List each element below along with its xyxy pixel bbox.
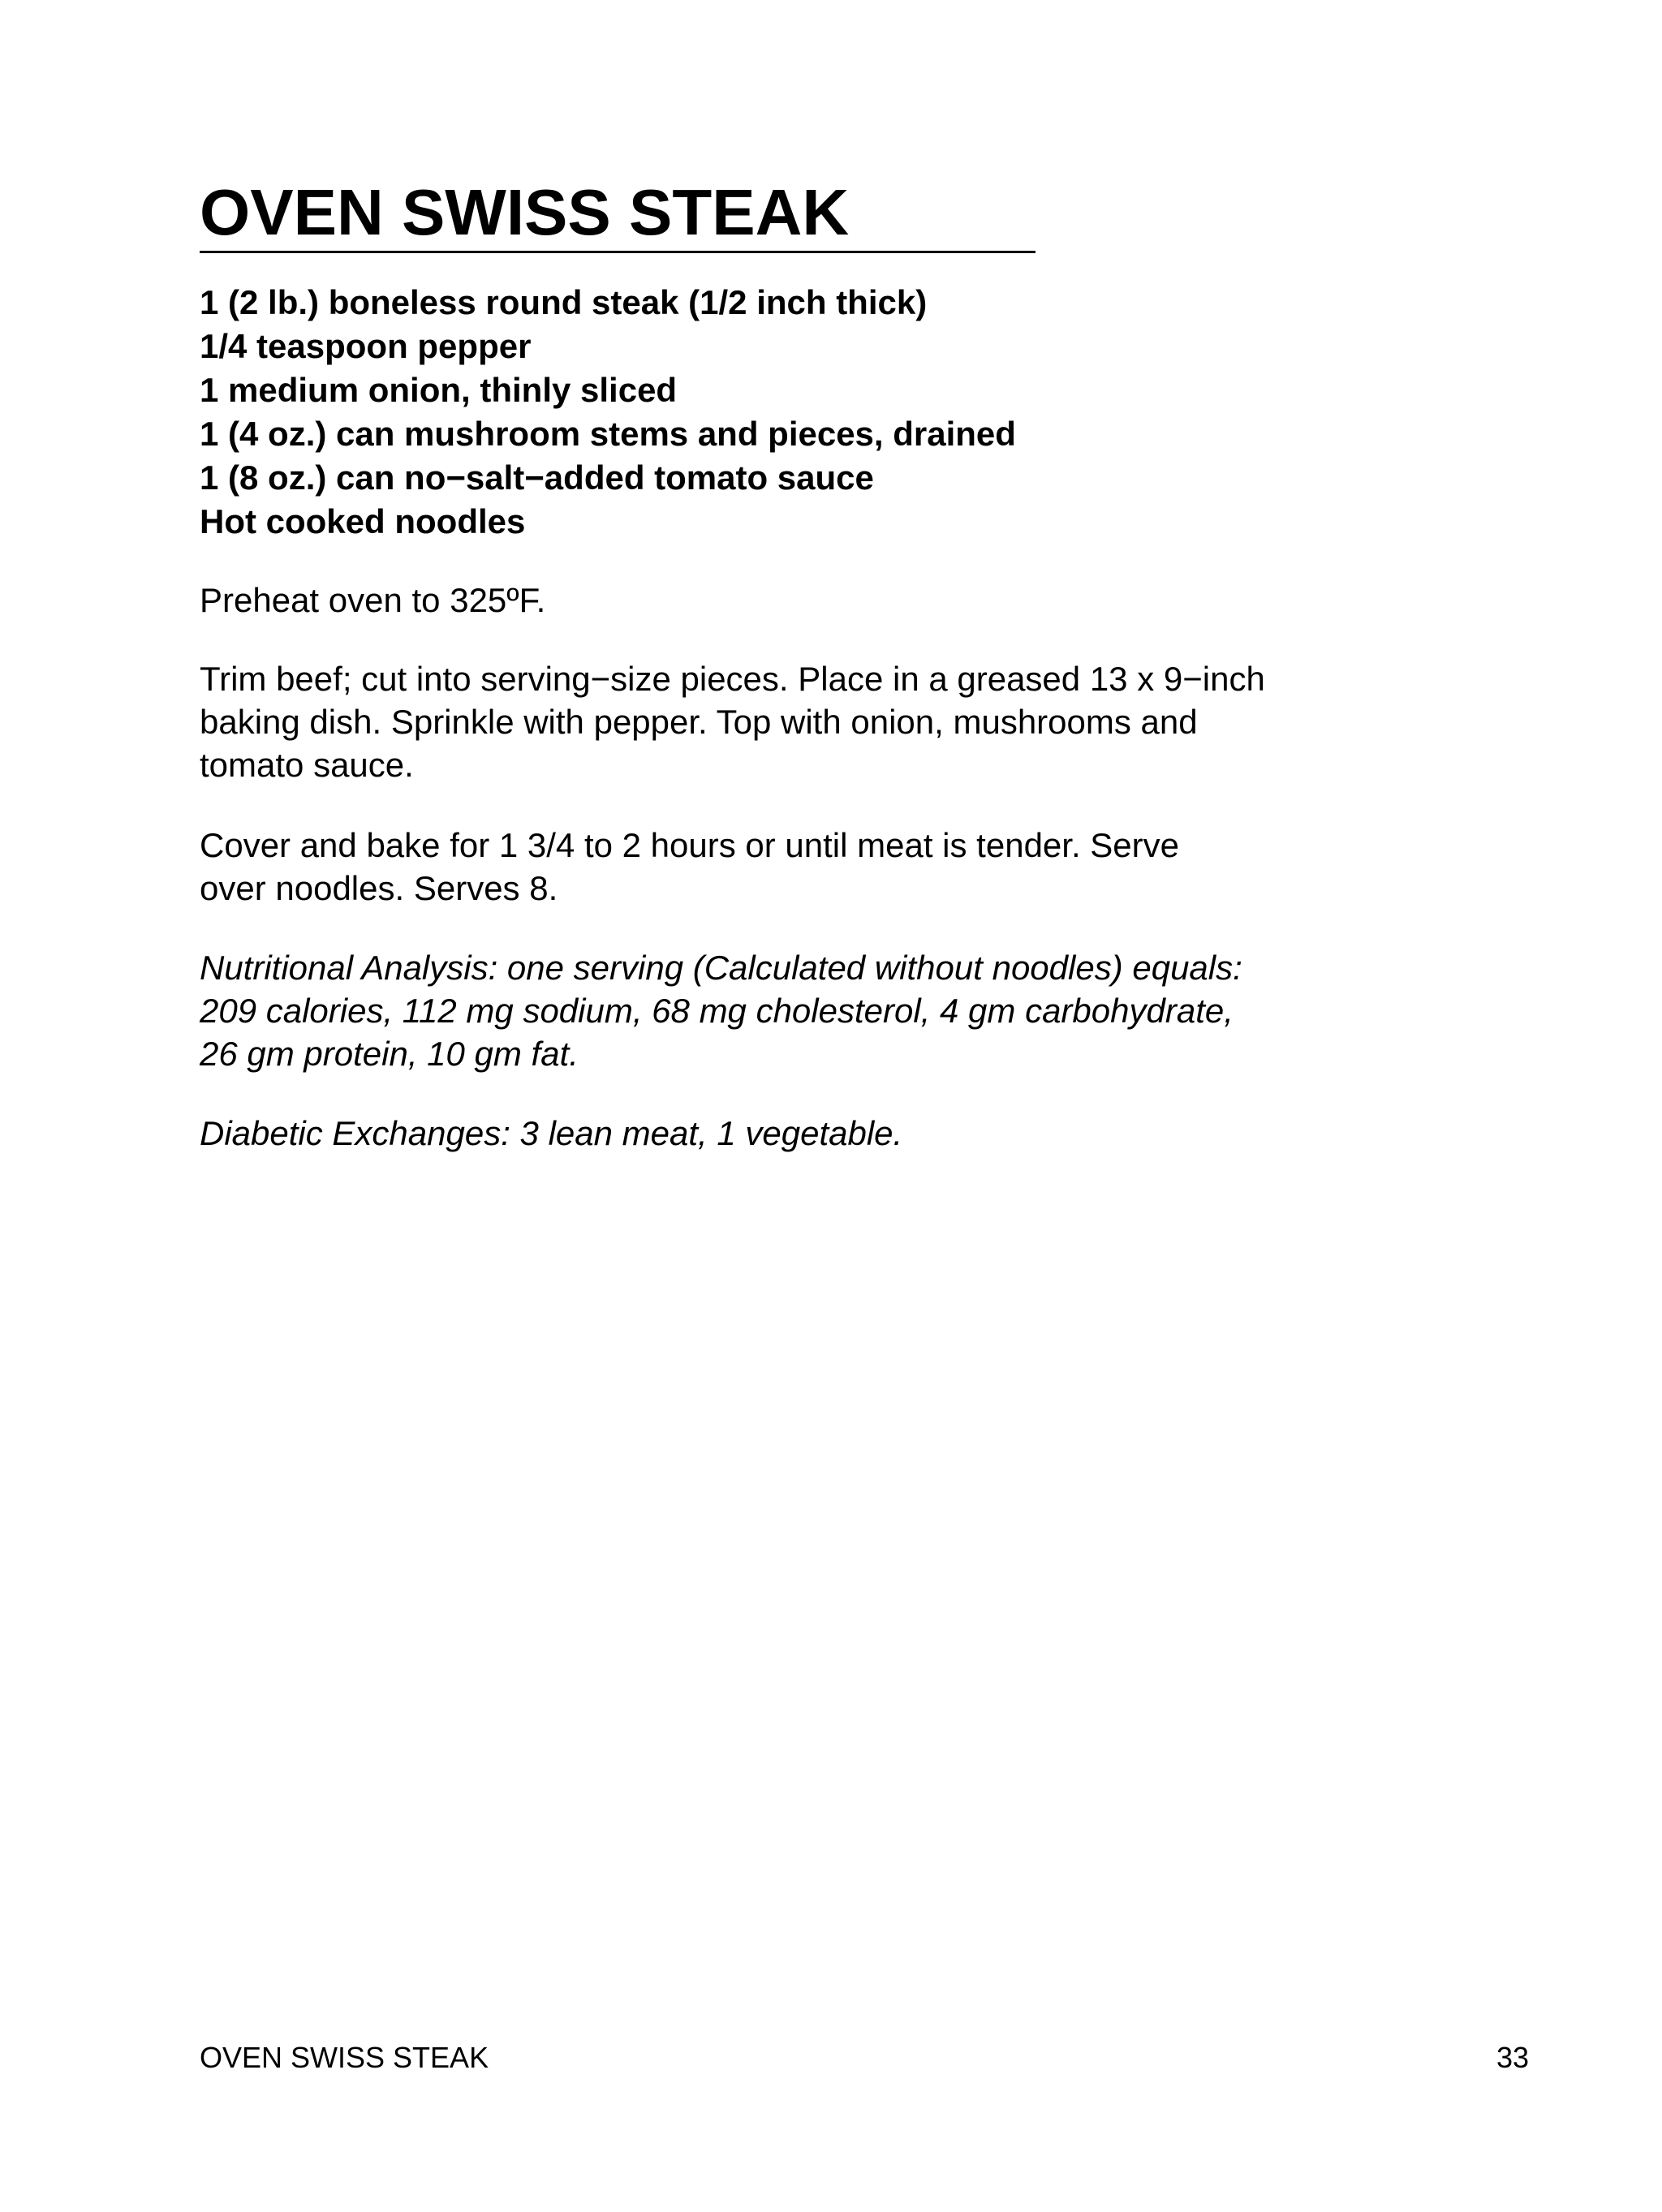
footer-title: OVEN SWISS STEAK (200, 2041, 489, 2074)
diabetic-exchanges: Diabetic Exchanges: 3 lean meat, 1 vegetable. (200, 1114, 903, 1152)
ingredient-item: 1 (4 oz.) can mushroom stems and pieces, drained (200, 415, 1016, 453)
ingredient-item: Hot cooked noodles (200, 502, 526, 540)
instruction-line: tomato sauce. (200, 746, 414, 784)
ingredient-list (200, 281, 1016, 544)
instruction-line: Trim beef; cut into serving−size pieces. Place in a greased 13 x 9−inch (200, 660, 1265, 698)
nutrition-line: 26 gm protein, 10 gm fat. (200, 1035, 579, 1073)
preheat-instruction: Preheat oven to 325ºF. (200, 581, 546, 619)
baking-instruction (200, 824, 1179, 910)
ingredient-item: 1 (2 lb.) boneless round steak (1/2 inch thick) (200, 283, 928, 321)
instruction-line: Cover and bake for 1 3/4 to 2 hours or until meat is tender. Serve (200, 826, 1180, 864)
instruction-line: baking dish. Sprinkle with pepper. Top with onion, mushrooms and (200, 703, 1198, 741)
ingredient-item: 1 medium onion, thinly sliced (200, 371, 678, 409)
ingredient-item: 1/4 teaspoon pepper (200, 327, 532, 365)
ingredient-item: 1 (8 oz.) can no−salt−added tomato sauce (200, 458, 874, 497)
title-underline (200, 251, 1036, 253)
instruction-line: over noodles. Serves 8. (200, 869, 558, 907)
preparation-instruction (200, 657, 1265, 786)
nutrition-line: 209 calories, 112 mg sodium, 68 mg cholesterol, 4 gm carbohydrate, (200, 992, 1234, 1030)
nutritional-analysis (200, 946, 1242, 1075)
page-number: 33 (1496, 2041, 1529, 2074)
nutrition-line: Nutritional Analysis: one serving (Calculated without noodles) equals: (200, 949, 1242, 987)
recipe-title: OVEN SWISS STEAK (200, 176, 850, 248)
